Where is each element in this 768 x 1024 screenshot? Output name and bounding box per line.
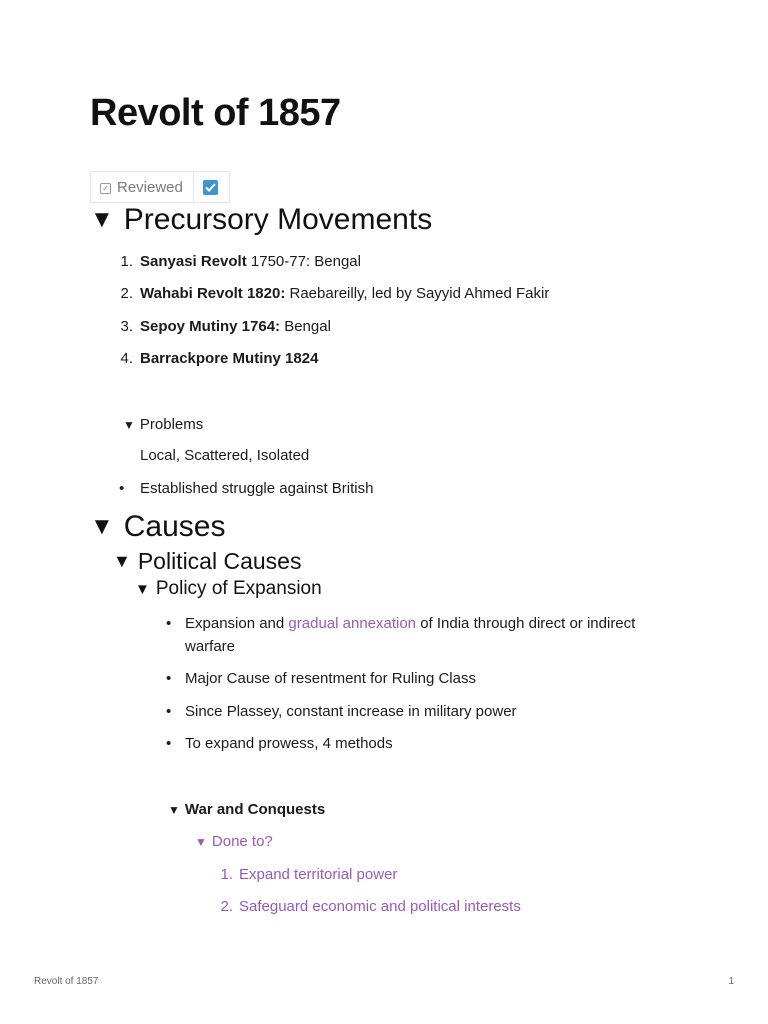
toggle-war-conquests[interactable] xyxy=(168,799,325,821)
triangle-down-icon[interactable]: ▼ xyxy=(90,513,114,540)
list-number: 1. xyxy=(220,866,233,883)
check-icon xyxy=(205,183,216,192)
list-number: 1. xyxy=(120,253,133,270)
reviewed-checkbox[interactable] xyxy=(203,180,218,195)
bullet-item: To expand prowess, 4 methods xyxy=(185,735,393,752)
toggle-heading-precursory[interactable] xyxy=(90,203,432,237)
bullet-dot: • xyxy=(166,670,172,687)
list-number: 4. xyxy=(120,350,133,367)
bullet-item-continued: warfare xyxy=(185,638,236,655)
toggle-heading-political[interactable] xyxy=(113,548,301,575)
toggle-problems[interactable] xyxy=(123,414,203,436)
checkbox-property-icon: ✓ xyxy=(100,183,111,194)
toggle-heading-expansion[interactable] xyxy=(135,578,322,600)
bullet-item: Major Cause of resentment for Ruling Class xyxy=(185,670,476,687)
list-item: Wahabi Revolt 1820: Raebareilly, led by Sayyid Ahmed Fakir xyxy=(140,285,550,302)
triangle-down-icon[interactable]: ▼ xyxy=(135,580,150,598)
toggle-heading-causes[interactable] xyxy=(90,510,225,544)
property-value[interactable] xyxy=(194,172,229,202)
footer-title: Revolt of 1857 xyxy=(34,976,99,987)
bullet-dot: • xyxy=(166,735,172,752)
triangle-down-icon[interactable]: ▼ xyxy=(113,551,131,571)
bullet-item: Since Plassey, constant increase in military power xyxy=(185,703,517,720)
property-label: Reviewed xyxy=(117,178,183,196)
triangle-down-icon[interactable]: ▼ xyxy=(195,835,207,849)
list-item: Safeguard economic and political interests xyxy=(239,898,521,915)
heading-text: Political Causes xyxy=(137,548,302,574)
property-key xyxy=(91,172,194,202)
bullet-dot: • xyxy=(166,615,172,632)
list-number: 2. xyxy=(220,898,233,915)
triangle-down-icon[interactable]: ▼ xyxy=(168,803,180,817)
list-item: Sanyasi Revolt 1750-77: Bengal xyxy=(140,253,361,270)
page-number: 1 xyxy=(728,976,734,987)
bullet-item: Expansion and gradual annexation of India through direct or indirect xyxy=(185,615,636,632)
list-item: Sepoy Mutiny 1764: Bengal xyxy=(140,318,331,335)
reviewed-property xyxy=(90,171,230,203)
toggle-label: Problems xyxy=(139,416,204,433)
triangle-down-icon[interactable]: ▼ xyxy=(123,418,135,432)
list-number: 3. xyxy=(120,318,133,335)
heading-text: Policy of Expansion xyxy=(155,578,322,599)
list-item: Barrackpore Mutiny 1824 xyxy=(140,350,319,367)
heading-text: Causes xyxy=(123,510,226,543)
toggle-label: War and Conquests xyxy=(184,801,326,818)
problems-text: Local, Scattered, Isolated xyxy=(140,447,310,464)
toggle-label: Done to? xyxy=(211,833,273,850)
annexation-link[interactable]: gradual annexation xyxy=(288,615,417,632)
list-number: 2. xyxy=(120,285,133,302)
bullet-dot: • xyxy=(119,480,125,497)
bullet-dot: • xyxy=(166,703,172,720)
list-item: Expand territorial power xyxy=(239,866,398,883)
heading-text: Precursory Movements xyxy=(123,203,433,236)
bullet-item: Established struggle against British xyxy=(140,480,374,497)
toggle-done-to[interactable] xyxy=(195,831,273,853)
triangle-down-icon[interactable]: ▼ xyxy=(90,206,114,233)
page-title: Revolt of 1857 xyxy=(90,92,341,134)
